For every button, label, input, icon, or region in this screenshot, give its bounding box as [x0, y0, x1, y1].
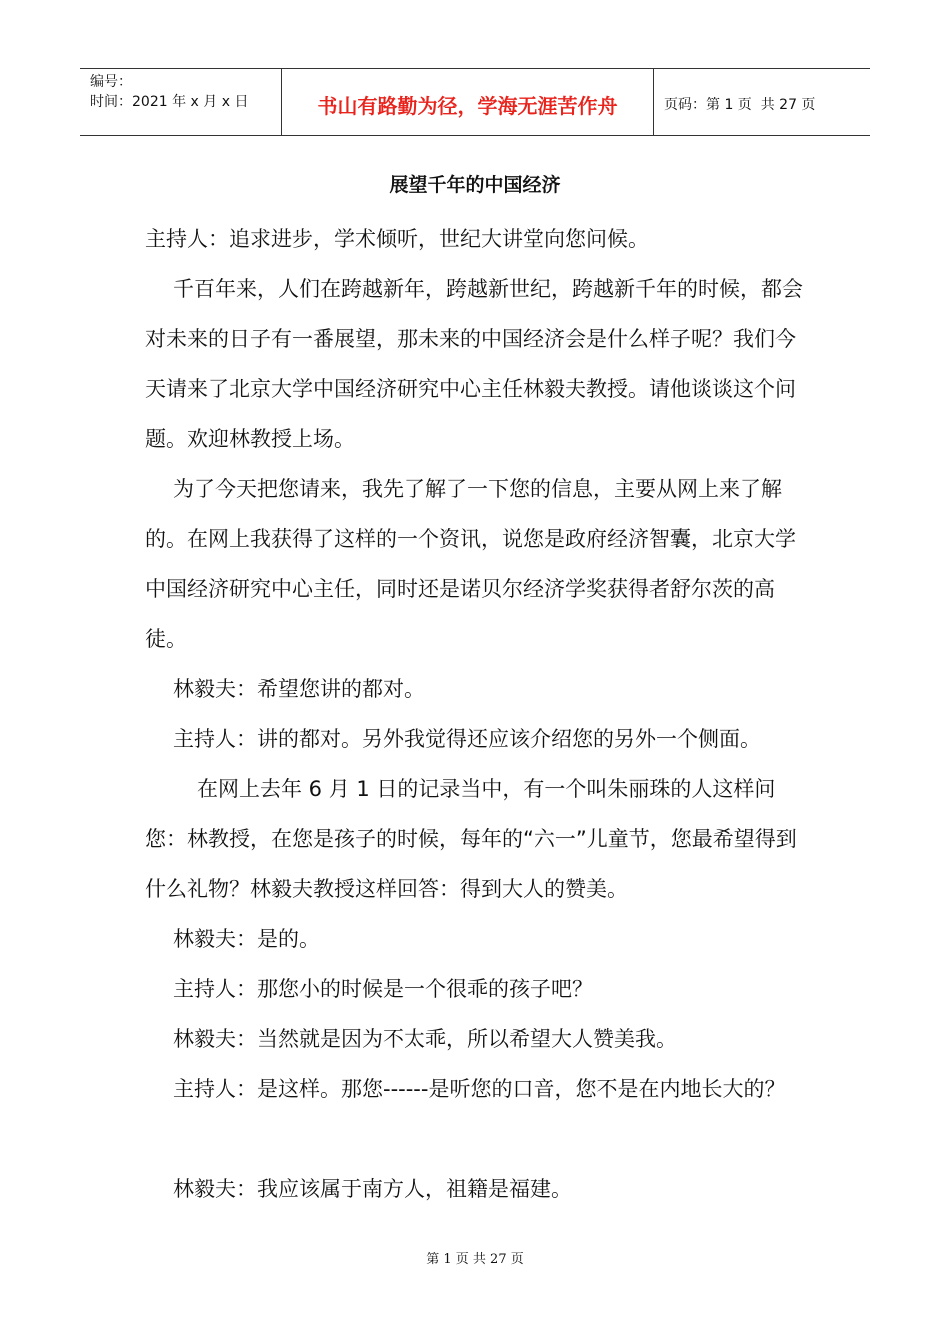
- document-body: [145, 214, 815, 1214]
- paragraph: 主持人：讲的都对。另外我觉得还应该介绍您的另外一个侧面。: [173, 727, 761, 751]
- paragraph: 千百年来，人们在跨越新年，跨越新世纪，跨越新千年的时候，都会对未来的日子有一番展望，那未来的中国经济会是什么样子呢？我们今天请来了北京大学中国经济研究中心主任林毅夫教授。请他谈谈这个问题。欢迎林教授上场。: [145, 277, 803, 451]
- paragraph: 林毅夫：我应该属于南方人，祖籍是福建。: [173, 1177, 572, 1201]
- paragraph: 主持人：是这样。那您------是听您的口音，您不是在内地长大的？: [173, 1077, 786, 1101]
- number-label: 编号：: [90, 74, 132, 90]
- paragraph: 主持人：追求进步，学术倾听，世纪大讲堂向您问候。: [145, 227, 649, 251]
- page-footer: 第 1 页 共 27 页: [426, 1252, 524, 1267]
- header-page-info-cell: [654, 69, 870, 135]
- page-header-table: [80, 68, 870, 136]
- header-motto: 书山有路勤为径，学海无涯苦作舟: [282, 69, 654, 135]
- blank-line: [145, 1114, 815, 1164]
- paragraph: 林毅夫：当然就是因为不太乖，所以希望大人赞美我。: [173, 1027, 677, 1051]
- header-page-info: 页码：第 1 页 共 27 页: [664, 97, 816, 113]
- paragraph: 林毅夫：是的。: [173, 927, 320, 951]
- document-title: 展望千年的中国经济: [389, 174, 561, 196]
- paragraph: 林毅夫：希望您讲的都对。: [173, 677, 425, 701]
- header-meta-cell: [80, 69, 282, 135]
- time-label: 时间：2021 年 x 月 x 日: [90, 94, 249, 110]
- paragraph: 为了今天把您请来，我先了解了一下您的信息，主要从网上来了解的。在网上我获得了这样的一个资讯，说您是政府经济智囊，北京大学中国经济研究中心主任，同时还是诺贝尔经济学奖获得者舒尔茨的高徒。: [145, 477, 796, 651]
- paragraph: 在网上去年 6 月 1 日的记录当中，有一个叫朱丽珠的人这样问您：林教授，在您是孩子的时候，每年的“六一”儿童节，您最希望得到什么礼物？林毅夫教授这样回答：得到大人的赞美。: [145, 777, 797, 901]
- paragraph: 主持人：那您小的时候是一个很乖的孩子吧？: [173, 977, 593, 1001]
